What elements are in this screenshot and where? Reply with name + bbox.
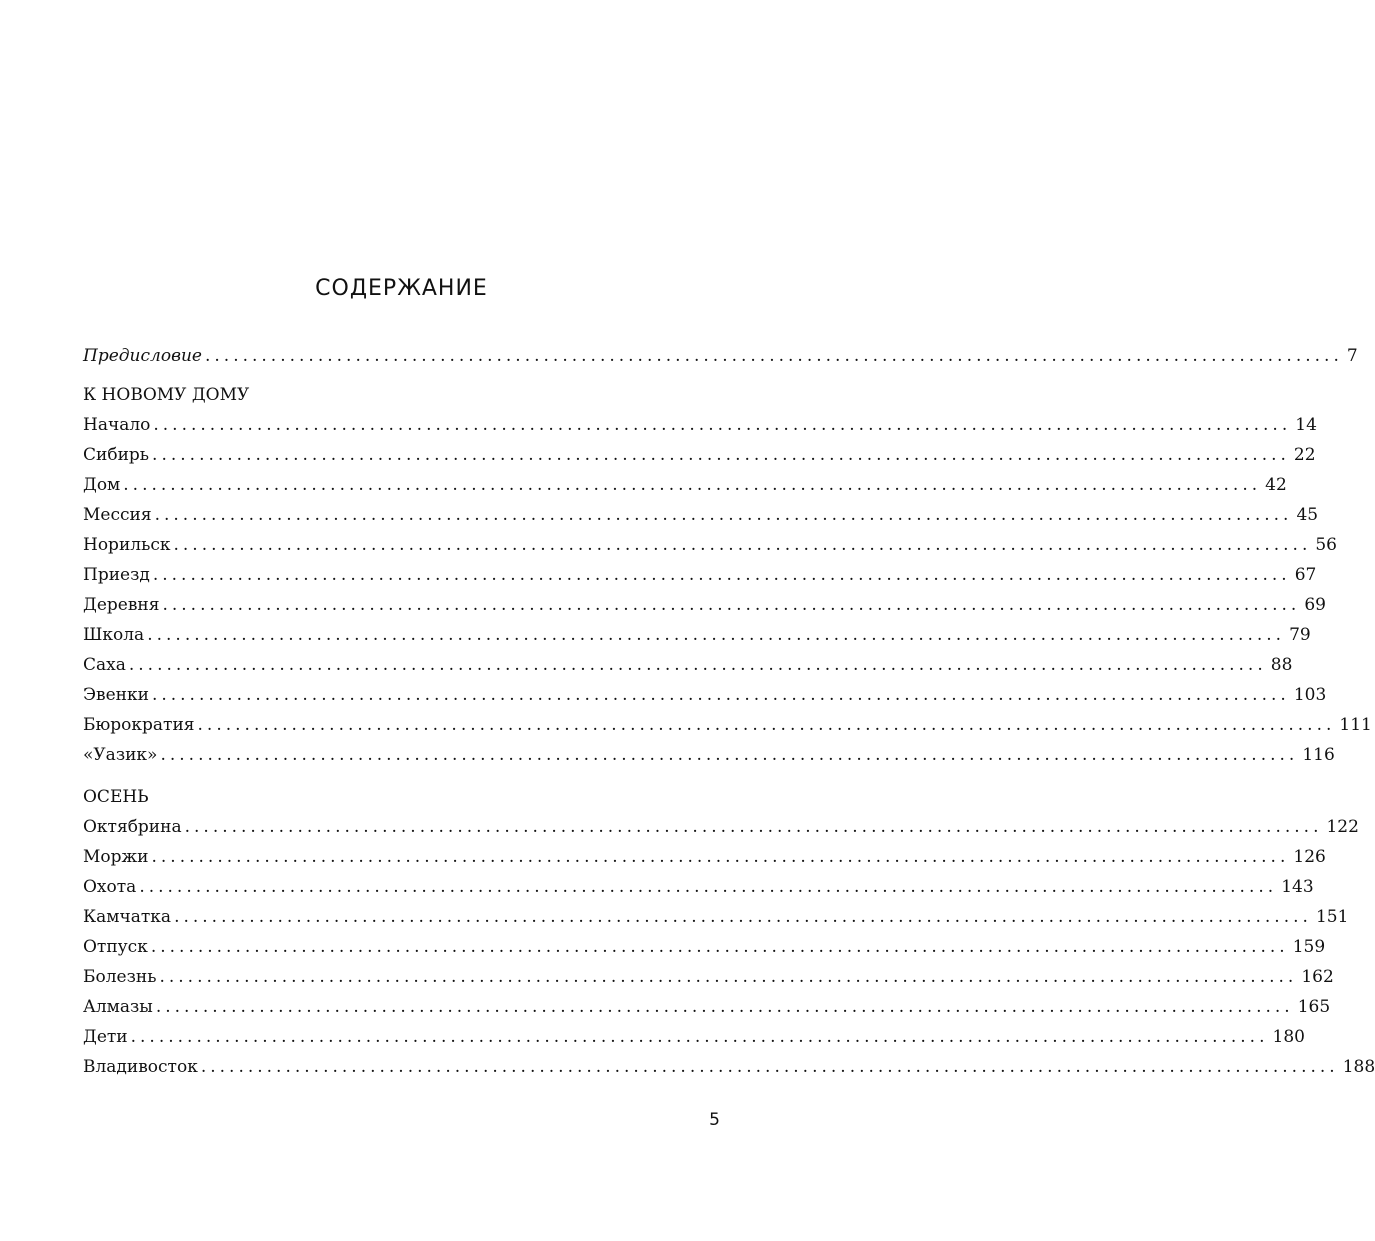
page-title: СОДЕРЖАНИЕ (315, 276, 488, 301)
toc-entry-page: 188 (1342, 1057, 1375, 1077)
dot-leader: ......................................................................................................................... (200, 1057, 1339, 1077)
dot-leader: ......................................................................................................................... (147, 625, 1286, 645)
dot-leader: ......................................................................................................................... (173, 535, 1312, 555)
toc-entry-page: 122 (1326, 817, 1359, 837)
toc-entry[interactable] (83, 445, 1316, 467)
toc-entry[interactable] (83, 625, 1311, 647)
toc-entry-page: 69 (1304, 595, 1326, 615)
toc-entry[interactable] (83, 967, 1334, 989)
toc-entry[interactable] (83, 1027, 1305, 1049)
dot-leader: ......................................................................................................................... (204, 346, 1343, 366)
dot-leader: ......................................................................................................................... (159, 967, 1298, 987)
toc-entry-page: 56 (1315, 535, 1337, 555)
toc-entry[interactable] (83, 415, 1317, 437)
toc-entry-title: Школа (83, 625, 145, 645)
toc-entry[interactable] (83, 847, 1326, 869)
toc-entry-page: 67 (1294, 565, 1317, 585)
dot-leader: ......................................................................................................................... (150, 937, 1289, 957)
toc-entry-page: 180 (1272, 1027, 1305, 1047)
toc-entry[interactable] (83, 1057, 1375, 1079)
dot-leader: ......................................................................................................................... (184, 817, 1323, 837)
dot-leader: ......................................................................................................................... (162, 595, 1301, 615)
toc-entry[interactable] (83, 907, 1349, 929)
toc-entry[interactable] (83, 535, 1337, 557)
toc-entry-page: 45 (1296, 505, 1319, 525)
toc-entry-title: Мессия (83, 505, 152, 525)
dot-leader: ......................................................................................................................... (154, 505, 1293, 525)
toc-entry-title: Бюрократия (83, 715, 195, 735)
toc-entry[interactable] (83, 595, 1326, 617)
part-heading: К НОВОМУ ДОМУ (83, 385, 250, 405)
toc-entry-page: 111 (1339, 715, 1372, 735)
toc-entry[interactable] (83, 817, 1359, 839)
toc-entry[interactable] (83, 745, 1335, 767)
toc-entry[interactable] (83, 937, 1326, 959)
toc-entry-page: 14 (1295, 415, 1317, 435)
toc-entry-title: Приезд (83, 565, 150, 585)
toc-entry-title: «Уазик» (83, 745, 158, 765)
toc-entry-title: Владивосток (83, 1057, 198, 1077)
toc-entry-title: Норильск (83, 535, 171, 555)
toc-entry-page: 88 (1270, 655, 1293, 675)
toc-entry-title: Моржи (83, 847, 149, 867)
toc-entry-page: 126 (1293, 847, 1326, 867)
toc-entry-page: 42 (1265, 475, 1287, 495)
dot-leader: ......................................................................................................................... (152, 445, 1290, 465)
toc-entry-title: Алмазы (83, 997, 153, 1017)
dot-leader: ......................................................................................................................... (128, 655, 1267, 675)
dot-leader: ......................................................................................................................... (155, 997, 1294, 1017)
toc-entry-title: Камчатка (83, 907, 172, 927)
dot-leader: ......................................................................................................................... (197, 715, 1336, 735)
toc-entry-title: Предисловие (83, 346, 202, 366)
toc-entry[interactable] (83, 997, 1331, 1019)
toc-entry-page: 103 (1293, 685, 1327, 705)
toc-entry-page: 162 (1301, 967, 1334, 987)
page-number: 5 (709, 1110, 720, 1130)
toc-entry-title: Отпуск (83, 937, 148, 957)
toc-entry-title: Октябрина (83, 817, 182, 837)
toc-entry-page: 116 (1302, 745, 1335, 765)
toc-entry-title: Дом (83, 475, 121, 495)
toc-entry-title: Начало (83, 415, 151, 435)
dot-leader: ......................................................................................................................... (160, 745, 1299, 765)
dot-leader: ......................................................................................................................... (130, 1027, 1269, 1047)
toc-entry[interactable] (83, 475, 1287, 497)
dot-leader: ......................................................................................................................... (174, 907, 1312, 927)
toc-entry-page: 159 (1292, 937, 1326, 957)
dot-leader: ......................................................................................................................... (152, 565, 1291, 585)
toc-entry[interactable] (83, 655, 1293, 677)
dot-leader: ......................................................................................................................... (139, 877, 1278, 897)
toc-entry[interactable] (83, 505, 1319, 527)
toc-entry[interactable] (83, 565, 1317, 587)
toc-entry-page: 165 (1297, 997, 1331, 1017)
toc-entry-title: Деревня (83, 595, 160, 615)
toc-entry-page: 143 (1281, 877, 1314, 897)
toc-entry[interactable] (83, 685, 1327, 707)
toc-entry[interactable] (83, 877, 1314, 899)
toc-entry-title: Эвенки (83, 685, 149, 705)
toc-entry-page: 22 (1293, 445, 1316, 465)
toc-entry[interactable] (83, 715, 1372, 737)
toc-entry-title: Дети (83, 1027, 128, 1047)
dot-leader: ......................................................................................................................... (123, 475, 1262, 495)
toc-entry-title: Сибирь (83, 445, 150, 465)
dot-leader: ......................................................................................................................... (153, 415, 1292, 435)
toc-entry-title: Саха (83, 655, 126, 675)
toc-entry-page: 151 (1315, 907, 1349, 927)
toc-entry-title: Болезнь (83, 967, 157, 987)
part-heading: ОСЕНЬ (83, 787, 149, 807)
toc-entry-page: 7 (1346, 346, 1358, 366)
dot-leader: ......................................................................................................................... (151, 847, 1290, 867)
toc-entry-preface[interactable] (83, 346, 1358, 368)
dot-leader: ......................................................................................................................... (151, 685, 1290, 705)
toc-entry-page: 79 (1289, 625, 1311, 645)
toc-entry-title: Охота (83, 877, 137, 897)
